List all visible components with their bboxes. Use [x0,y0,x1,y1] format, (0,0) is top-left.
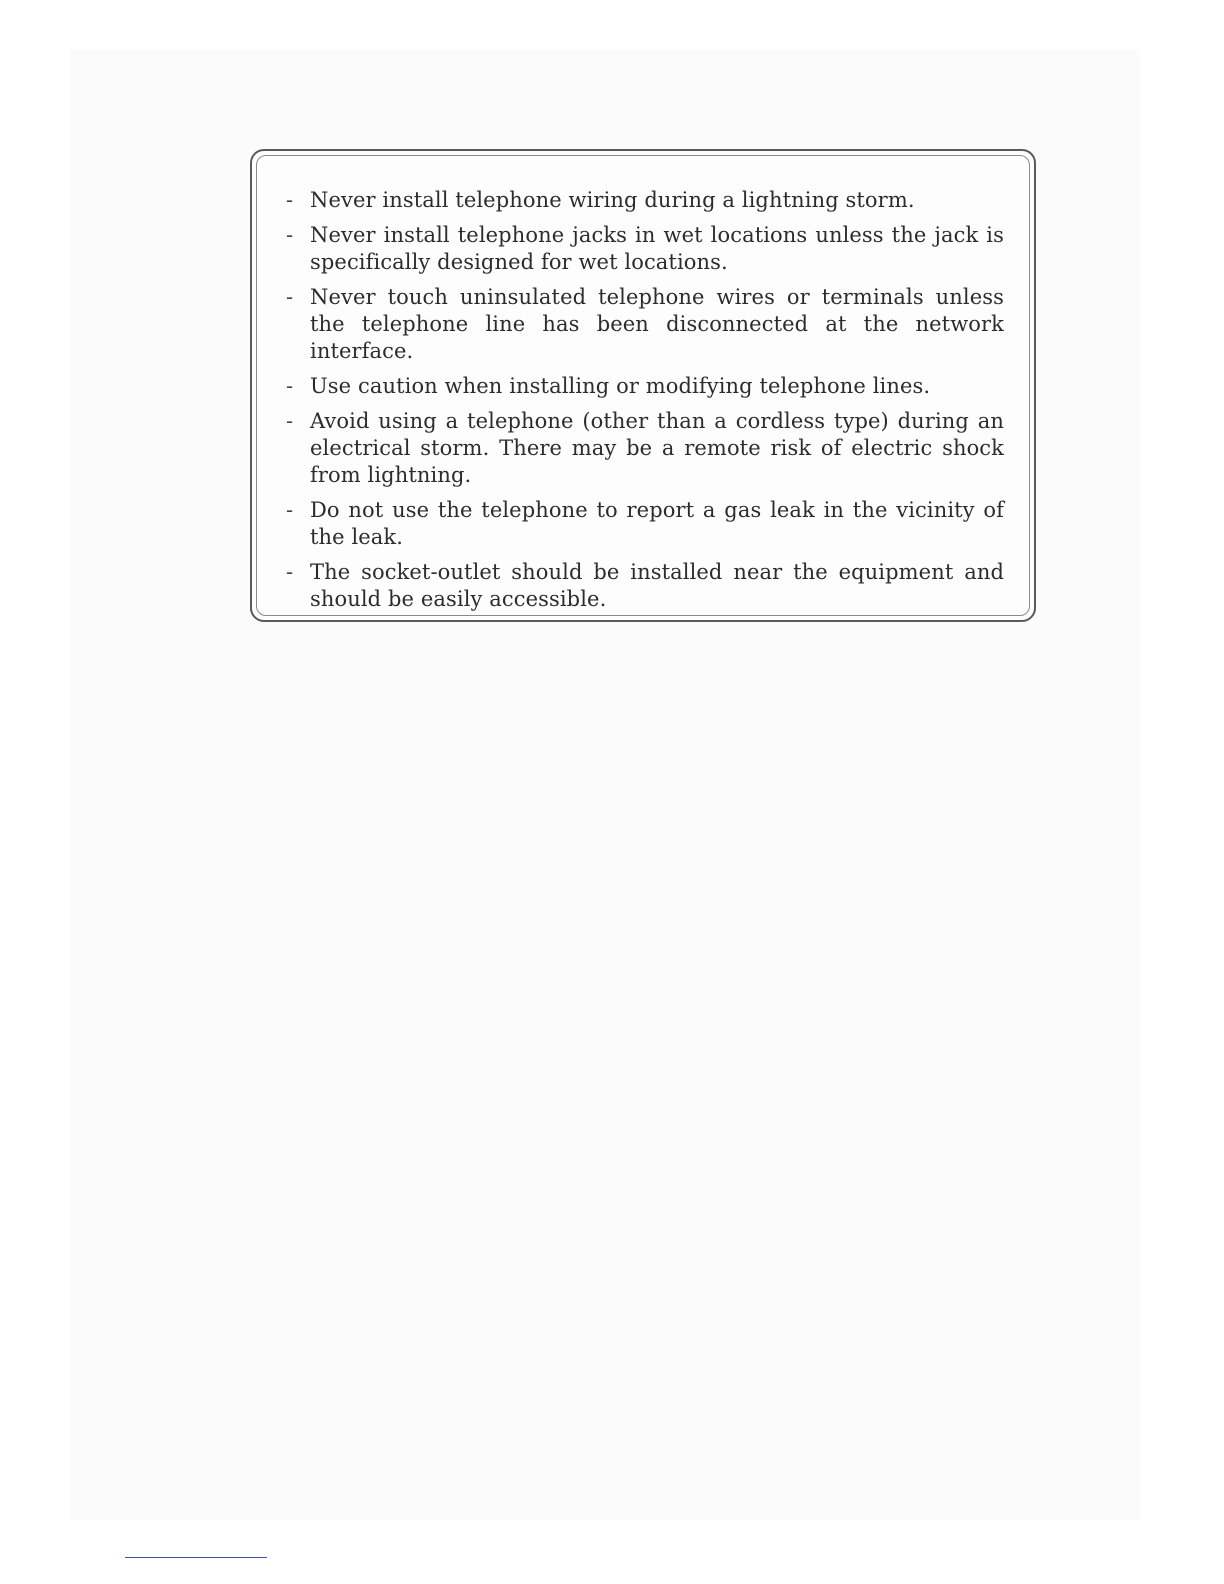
notice-text: Never install telephone wiring during a lightning storm. [310,188,915,212]
dash-bullet: - [286,498,294,522]
dash-bullet: - [286,374,294,398]
safety-notice-item [286,284,1004,365]
notice-text: Never install telephone jacks in wet locations unless the jack is specifically designed for wet locations. [310,223,1004,274]
notice-text: Avoid using a telephone (other than a cordless type) during an electrical storm. There may be a remote risk of electric shock from lightning. [310,409,1004,487]
dash-bullet: - [286,285,294,309]
dash-bullet: - [286,188,294,212]
notice-text: Do not use the telephone to report a gas leak in the vicinity of the leak. [310,498,1004,549]
notice-text: Use caution when installing or modifying telephone lines. [310,374,931,398]
notice-text: Never touch uninsulated telephone wires or terminals unless the telephone line has been disconnected at the network interface. [310,285,1004,363]
safety-notice-item [286,408,1004,489]
safety-notice-item [286,222,1004,276]
safety-notice-item [286,559,1004,613]
notice-text: The socket-outlet should be installed near the equipment and should be easily accessible. [310,560,1004,611]
safety-notice-item [286,497,1004,551]
safety-notice-list [286,187,1004,621]
dash-bullet: - [286,560,294,584]
footnote-divider [125,1557,267,1558]
safety-notice-item [286,187,1004,214]
safety-notice-item [286,373,1004,400]
dash-bullet: - [286,223,294,247]
safety-notice-box [250,149,1036,622]
dash-bullet: - [286,409,294,433]
